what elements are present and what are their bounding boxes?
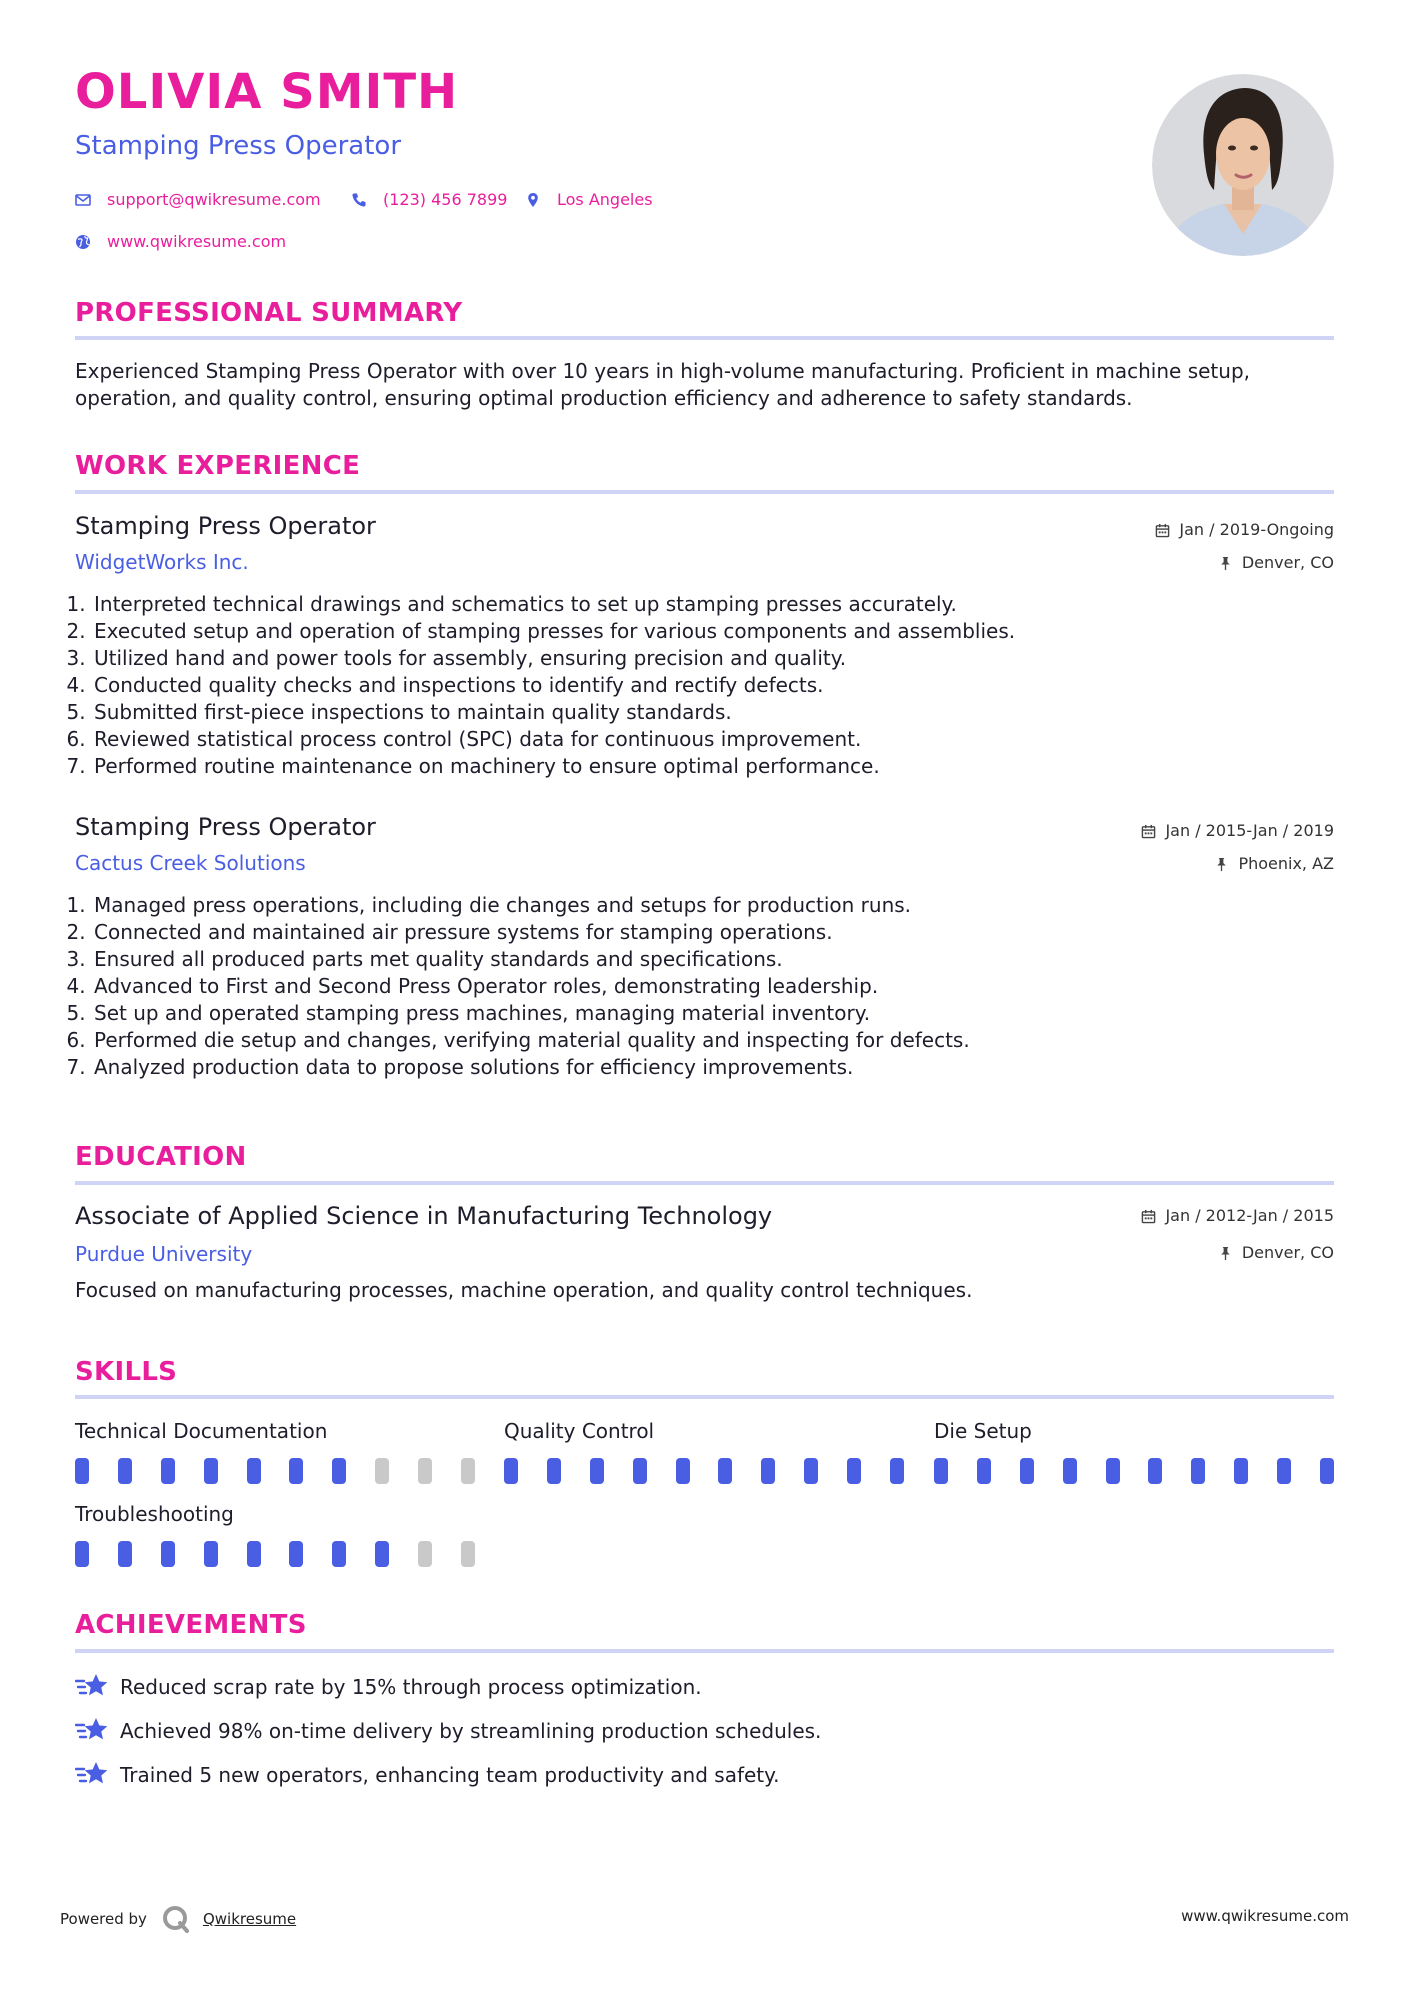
email-text[interactable]: support@qwikresume.com	[107, 190, 321, 209]
list-item: 4. Conducted quality checks and inspections to identify and rectify defects.	[92, 672, 1015, 699]
skill-dot-empty	[461, 1541, 475, 1567]
skill-dot-filled	[1191, 1458, 1205, 1484]
job-responsibilities	[70, 591, 1015, 780]
job-location-text: Denver, CO	[1241, 553, 1334, 572]
skills-divider	[75, 1395, 1334, 1399]
education-school: Purdue University	[75, 1242, 253, 1266]
skill-rating	[75, 1541, 475, 1567]
skill-dot-filled	[761, 1458, 775, 1484]
skill-name: Troubleshooting	[75, 1502, 234, 1526]
phone-text[interactable]: (123) 456 7899	[383, 190, 508, 209]
experience-heading: WORK EXPERIENCE	[75, 451, 361, 481]
achievements-divider	[75, 1649, 1334, 1653]
skill-dot-filled	[118, 1541, 132, 1567]
skill-dot-filled	[161, 1458, 175, 1484]
list-item: 6. Reviewed statistical process control (SPC) data for continuous improvement.	[92, 726, 1015, 753]
education-divider	[75, 1181, 1334, 1185]
job-dates-text: Jan / 2019-Ongoing	[1179, 520, 1334, 539]
pushpin-icon	[1218, 556, 1233, 571]
summary-divider	[75, 336, 1334, 340]
skill-dot-filled	[847, 1458, 861, 1484]
skill-dot-filled	[934, 1458, 948, 1484]
skill-dot-filled	[804, 1458, 818, 1484]
skill-item	[75, 1504, 475, 1567]
skill-rating	[934, 1458, 1334, 1484]
skill-dot-filled	[1106, 1458, 1120, 1484]
contact-website[interactable]	[75, 232, 286, 251]
skill-dot-filled	[590, 1458, 604, 1484]
contact-location	[525, 190, 653, 209]
skill-dot-filled	[977, 1458, 991, 1484]
education-location	[1218, 1245, 1334, 1261]
skill-dot-filled	[504, 1458, 518, 1484]
education-location-text: Denver, CO	[1241, 1243, 1334, 1262]
list-item: 3. Utilized hand and power tools for assembly, ensuring precision and quality.	[92, 645, 1015, 672]
job-location-text: Phoenix, AZ	[1238, 854, 1334, 873]
pushpin-icon	[1218, 1246, 1233, 1261]
job-dates-text: Jan / 2015-Jan / 2019	[1165, 821, 1334, 840]
skill-dot-filled	[75, 1541, 89, 1567]
skill-dot-filled	[1320, 1458, 1334, 1484]
contact-phone[interactable]	[351, 190, 507, 209]
education-description: Focused on manufacturing processes, machine operation, and quality control techniques.	[75, 1278, 973, 1302]
achievement-item	[75, 1760, 779, 1790]
skill-dot-filled	[633, 1458, 647, 1484]
skill-dot-filled	[118, 1458, 132, 1484]
star-icon	[75, 1672, 109, 1702]
job-location	[1214, 856, 1334, 872]
calendar-icon	[1141, 1209, 1156, 1224]
pushpin-icon	[1214, 857, 1229, 872]
achievement-item	[75, 1716, 821, 1746]
skill-dot-filled	[161, 1541, 175, 1567]
job-company: Cactus Creek Solutions	[75, 851, 306, 875]
skill-dot-filled	[1277, 1458, 1291, 1484]
map-pin-icon	[525, 192, 541, 208]
calendar-icon	[1141, 824, 1156, 839]
skill-dot-filled	[289, 1458, 303, 1484]
star-icon	[75, 1760, 109, 1790]
list-item: 2. Executed setup and operation of stamping presses for various components and assemblies.	[92, 618, 1015, 645]
education-degree: Associate of Applied Science in Manufacturing Technology	[75, 1202, 773, 1230]
list-item: 5. Submitted first-piece inspections to maintain quality standards.	[92, 699, 1015, 726]
list-item: 4. Advanced to First and Second Press Operator roles, demonstrating leadership.	[92, 973, 970, 1000]
skill-dot-filled	[375, 1541, 389, 1567]
envelope-icon	[75, 192, 91, 208]
qwikresume-logo-icon	[161, 1904, 191, 1934]
job-company: WidgetWorks Inc.	[75, 550, 249, 574]
education-dates	[1141, 1208, 1334, 1224]
phone-icon	[351, 192, 367, 208]
list-item: 1. Managed press operations, including die changes and setups for production runs.	[92, 892, 970, 919]
skill-dot-empty	[375, 1458, 389, 1484]
education-dates-text: Jan / 2012-Jan / 2015	[1165, 1206, 1334, 1225]
skills-heading: SKILLS	[75, 1357, 178, 1387]
skill-item	[504, 1421, 904, 1484]
skill-dot-filled	[289, 1541, 303, 1567]
contact-email[interactable]	[75, 190, 321, 209]
list-item: 7. Performed routine maintenance on machinery to ensure optimal performance.	[92, 753, 1015, 780]
list-item: 6. Performed die setup and changes, verifying material quality and inspecting for defects.	[92, 1027, 970, 1054]
job-responsibilities	[70, 892, 970, 1081]
list-item: 1. Interpreted technical drawings and schematics to set up stamping presses accurately.	[92, 591, 1015, 618]
skill-dot-filled	[890, 1458, 904, 1484]
footer-url[interactable]: www.qwikresume.com	[1181, 1907, 1349, 1925]
skill-dot-filled	[247, 1541, 261, 1567]
star-icon	[75, 1716, 109, 1746]
list-item: 2. Connected and maintained air pressure systems for stamping operations.	[92, 919, 970, 946]
skill-dot-filled	[204, 1541, 218, 1567]
skill-name: Die Setup	[934, 1419, 1032, 1443]
skill-dot-filled	[676, 1458, 690, 1484]
skill-dot-filled	[332, 1541, 346, 1567]
skill-dot-filled	[204, 1458, 218, 1484]
achievement-text: Reduced scrap rate by 15% through process optimization.	[120, 1675, 702, 1699]
location-text: Los Angeles	[557, 190, 653, 209]
website-text[interactable]: www.qwikresume.com	[107, 232, 287, 251]
achievement-text: Achieved 98% on-time delivery by streamlining production schedules.	[120, 1719, 822, 1743]
skill-dot-filled	[718, 1458, 732, 1484]
summary-text: Experienced Stamping Press Operator with over 10 years in high-volume manufacturing. Proficient in machine setup, operation, and quality control, ensuring optimal production efficiency and adherence to safety standards.	[75, 359, 1250, 410]
summary-heading: PROFESSIONAL SUMMARY	[75, 298, 463, 328]
skill-dot-filled	[1063, 1458, 1077, 1484]
skill-item	[934, 1421, 1334, 1484]
globe-icon	[75, 234, 91, 250]
achievements-heading: ACHIEVEMENTS	[75, 1610, 307, 1640]
skill-rating	[504, 1458, 904, 1484]
job-location	[1218, 555, 1334, 571]
education-heading: EDUCATION	[75, 1142, 247, 1172]
skill-item	[75, 1421, 475, 1484]
achievement-item	[75, 1672, 702, 1702]
skill-dot-filled	[332, 1458, 346, 1484]
candidate-title: Stamping Press Operator	[75, 131, 402, 161]
brand-link[interactable]: Qwikresume	[202, 1910, 297, 1928]
skill-dot-filled	[547, 1458, 561, 1484]
footer-powered	[60, 1904, 296, 1934]
candidate-name: OLIVIA SMITH	[75, 64, 459, 120]
skill-dot-filled	[1020, 1458, 1034, 1484]
calendar-icon	[1155, 523, 1170, 538]
skill-dot-filled	[247, 1458, 261, 1484]
skill-name: Technical Documentation	[75, 1419, 328, 1443]
skill-dot-empty	[418, 1458, 432, 1484]
profile-photo	[1152, 74, 1334, 256]
skill-dot-filled	[1148, 1458, 1162, 1484]
job-dates	[1141, 823, 1334, 839]
achievement-text: Trained 5 new operators, enhancing team productivity and safety.	[120, 1763, 780, 1787]
experience-divider	[75, 490, 1334, 494]
skill-rating	[75, 1458, 475, 1484]
list-item: 3. Ensured all produced parts met quality standards and specifications.	[92, 946, 970, 973]
skill-dot-empty	[418, 1541, 432, 1567]
skill-dot-filled	[75, 1458, 89, 1484]
skill-dot-filled	[1234, 1458, 1248, 1484]
job-role: Stamping Press Operator	[75, 512, 376, 540]
powered-by-text: Powered by	[60, 1910, 147, 1928]
skill-name: Quality Control	[504, 1419, 655, 1443]
list-item: 5. Set up and operated stamping press machines, managing material inventory.	[92, 1000, 970, 1027]
job-role: Stamping Press Operator	[75, 813, 376, 841]
skill-dot-empty	[461, 1458, 475, 1484]
job-dates	[1155, 522, 1334, 538]
list-item: 7. Analyzed production data to propose solutions for efficiency improvements.	[92, 1054, 970, 1081]
